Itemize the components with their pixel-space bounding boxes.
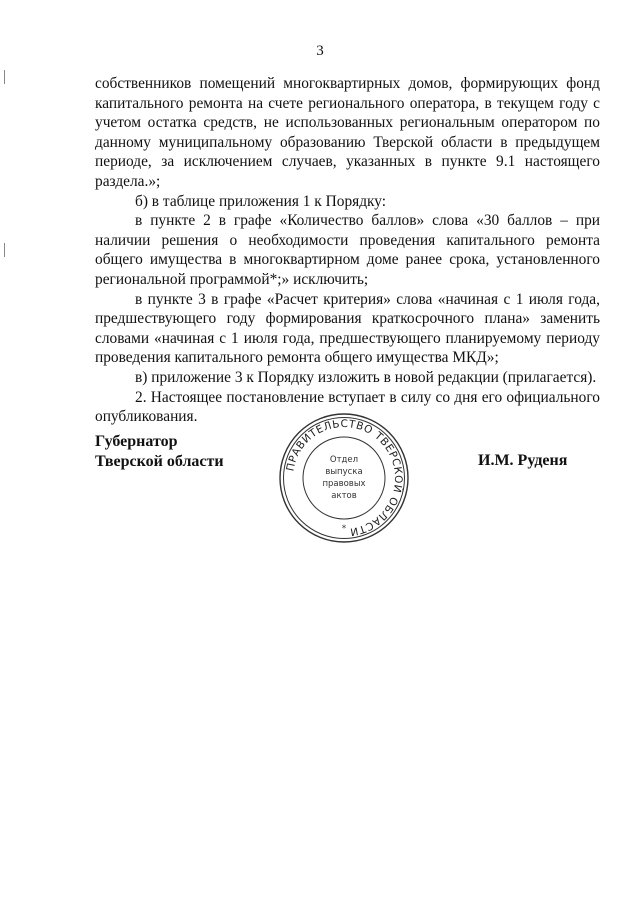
svg-text:ПРАВИТЕЛЬСТВО ТВЕРСКОЙ ОБЛАСТИ [284,418,404,538]
document-body [95,74,600,427]
seal-center-line4: актов [331,491,357,501]
seal-center-line1: Отдел [329,455,359,465]
seal-ring-text: ПРАВИТЕЛЬСТВО ТВЕРСКОЙ ОБЛАСТИ [284,417,405,538]
page-number: 3 [316,43,324,59]
signatory-title-line1: Губернатор [95,433,178,450]
paragraph-continuation: собственников помещений многоквартирных домов, формирующих фонд капитального ремонта на счете регионального оператора, в текущем году с учетом остатка средств, не использованных региональным оператором по данному муниципальному образованию Тверской области в предыдущем периоде, за исключением случаев, указанных в пункте 9.1 настоящего раздела.»; [95,75,600,190]
signatory-name: И.М. Руденя [478,452,568,469]
paragraph-item-b: б) в таблице приложения 1 к Порядку: [135,192,387,210]
seal-star: * [341,524,347,534]
signatory-title-line2: Тверской области [95,453,224,470]
margin-mark-mid [4,243,5,257]
paragraph-point-2: в пункте 2 в графе «Количество баллов» слова «30 баллов – при наличии решения о необходимости проведения капитального ремонта общего имущества в многоквартирном доме ранее срока, установленного региональной программой*;» исключить; [95,212,600,288]
paragraph-item-v: в) приложение 3 к Порядку изложить в новой редакции (прилагается). [135,368,597,386]
paragraph-point-3: в пункте 3 в графе «Расчет критерия» слова «начиная с 1 июля года, предшествующего году формирования краткосрочного плана» заменить словами «начиная с 1 июля года, предшествующего планируемому периоду проведения капитального ремонта общего имущества МКД»; [95,290,600,367]
margin-mark-top [4,70,5,84]
signatory-title [95,432,224,472]
official-seal-stamp [277,411,411,545]
paragraph-clause-2: 2. Настоящее постановление вступает в силу со дня его официального опубликования. [95,388,600,426]
seal-center-line2: выпуска [325,467,363,477]
seal-center-line3: правовых [322,479,366,489]
